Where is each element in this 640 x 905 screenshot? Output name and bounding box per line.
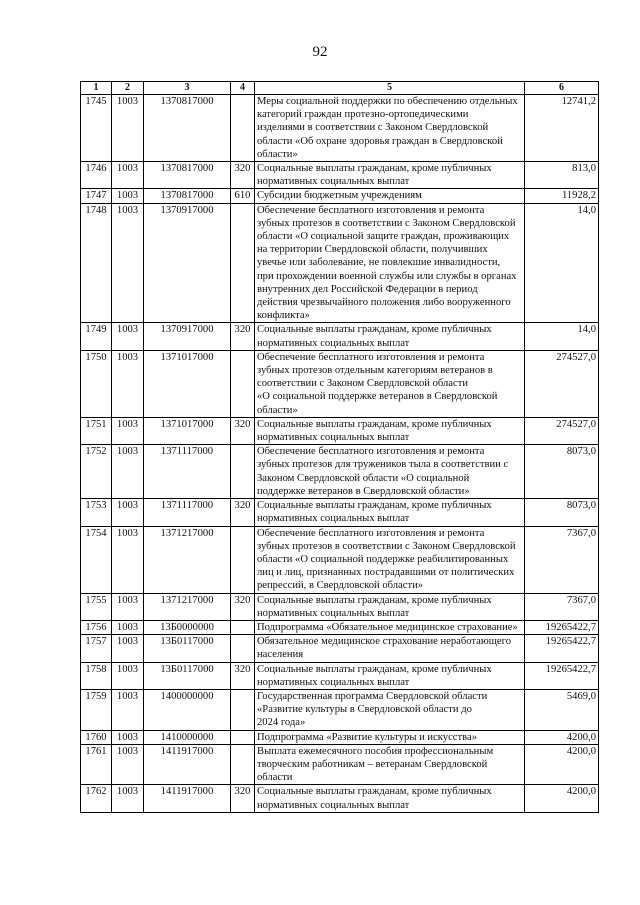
- row-description: Обеспечение бесплатного изготовления и ремонта зубных протезов в соответствии с Законом Свердловской области «О социальной защите граждан, проживающих на территории Свердловской области, получивших увечье или заболевание, не повлекшие инвалидности, при прохождении военной службы или службы в органах внутренних дел Российской Федерации в период действия чрезвычайного положения либо вооруженного конфликта»: [255, 203, 525, 323]
- row-description: Обеспечение бесплатного изготовления и ремонта зубных протезов в соответствии с Законом Свердловской области «О социальной поддержке реабилитированных лиц и лиц, признанных пострадавшими от политических репрессий, в Свердловской области»: [255, 526, 525, 593]
- row-description: Подпрограмма «Развитие культуры и искусства»: [255, 730, 525, 744]
- row-number: 1761: [81, 744, 112, 785]
- expense-type-code: 610: [231, 189, 255, 203]
- column-header: 1: [81, 82, 112, 95]
- row-description: Обязательное медицинское страхование неработающего населения: [255, 635, 525, 662]
- row-number: 1755: [81, 593, 112, 620]
- row-amount: 14,0: [525, 323, 599, 350]
- row-amount: 274527,0: [525, 350, 599, 417]
- budget-table: [80, 81, 599, 813]
- section-code: 1003: [112, 95, 144, 162]
- table-header-row: [81, 82, 599, 95]
- section-code: 1003: [112, 350, 144, 417]
- table-row: [81, 593, 599, 620]
- row-amount: 19265422,7: [525, 662, 599, 689]
- row-amount: 14,0: [525, 203, 599, 323]
- table-row: [81, 445, 599, 499]
- row-description: Социальные выплаты гражданам, кроме публичных нормативных социальных выплат: [255, 417, 525, 444]
- section-code: 1003: [112, 445, 144, 499]
- row-amount: 19265422,7: [525, 620, 599, 634]
- row-description: Социальные выплаты гражданам, кроме публичных нормативных социальных выплат: [255, 662, 525, 689]
- target-article-code: 1411917000: [144, 744, 231, 785]
- row-amount: 11928,2: [525, 189, 599, 203]
- row-amount: 8073,0: [525, 499, 599, 526]
- row-number: 1759: [81, 689, 112, 730]
- expense-type-code: [231, 620, 255, 634]
- table-row: [81, 162, 599, 189]
- target-article-code: 1371017000: [144, 350, 231, 417]
- row-number: 1750: [81, 350, 112, 417]
- row-number: 1748: [81, 203, 112, 323]
- expense-type-code: 320: [231, 162, 255, 189]
- table-body: [81, 95, 599, 813]
- expense-type-code: [231, 635, 255, 662]
- section-code: 1003: [112, 620, 144, 634]
- target-article-code: 1370917000: [144, 203, 231, 323]
- column-header: 3: [144, 82, 231, 95]
- row-description: Обеспечение бесплатного изготовления и ремонта зубных протезов для тружеников тыла в соответствии с Законом Свердловской области «О социальной поддержке ветеранов в Свердловской области»: [255, 445, 525, 499]
- row-number: 1746: [81, 162, 112, 189]
- page-number: 92: [312, 44, 328, 60]
- target-article-code: 1371017000: [144, 417, 231, 444]
- target-article-code: 1370817000: [144, 95, 231, 162]
- row-amount: 274527,0: [525, 417, 599, 444]
- section-code: 1003: [112, 417, 144, 444]
- row-description: Социальные выплаты гражданам, кроме публичных нормативных социальных выплат: [255, 593, 525, 620]
- target-article-code: 13Б0000000: [144, 620, 231, 634]
- table-row: [81, 203, 599, 323]
- row-description: Социальные выплаты гражданам, кроме публичных нормативных социальных выплат: [255, 323, 525, 350]
- row-number: 1745: [81, 95, 112, 162]
- table-row: [81, 635, 599, 662]
- row-number: 1758: [81, 662, 112, 689]
- table-row: [81, 689, 599, 730]
- column-header: 2: [112, 82, 144, 95]
- target-article-code: 1411917000: [144, 785, 231, 812]
- target-article-code: 1371117000: [144, 445, 231, 499]
- row-description: Государственная программа Свердловской области «Развитие культуры в Свердловской области до 2024 года»: [255, 689, 525, 730]
- section-code: 1003: [112, 162, 144, 189]
- expense-type-code: [231, 744, 255, 785]
- table-row: [81, 95, 599, 162]
- row-amount: 12741,2: [525, 95, 599, 162]
- target-article-code: 1410000000: [144, 730, 231, 744]
- expense-type-code: [231, 95, 255, 162]
- expense-type-code: [231, 445, 255, 499]
- table-row: [81, 417, 599, 444]
- row-amount: 19265422,7: [525, 635, 599, 662]
- section-code: 1003: [112, 662, 144, 689]
- row-amount: 5469,0: [525, 689, 599, 730]
- expense-type-code: [231, 689, 255, 730]
- expense-type-code: [231, 730, 255, 744]
- expense-type-code: [231, 350, 255, 417]
- expense-type-code: 320: [231, 785, 255, 812]
- row-number: 1757: [81, 635, 112, 662]
- section-code: 1003: [112, 744, 144, 785]
- target-article-code: 1371117000: [144, 499, 231, 526]
- section-code: 1003: [112, 689, 144, 730]
- target-article-code: 1371217000: [144, 593, 231, 620]
- row-amount: 4200,0: [525, 785, 599, 812]
- expense-type-code: 320: [231, 323, 255, 350]
- row-amount: 7367,0: [525, 526, 599, 593]
- row-amount: 813,0: [525, 162, 599, 189]
- table-row: [81, 662, 599, 689]
- expense-type-code: 320: [231, 593, 255, 620]
- expense-type-code: 320: [231, 499, 255, 526]
- row-amount: 7367,0: [525, 593, 599, 620]
- row-number: 1762: [81, 785, 112, 812]
- section-code: 1003: [112, 730, 144, 744]
- table-row: [81, 499, 599, 526]
- row-description: Выплата ежемесячного пособия профессиональным творческим работникам – ветеранам Свердловской области: [255, 744, 525, 785]
- row-number: 1749: [81, 323, 112, 350]
- table-row: [81, 526, 599, 593]
- row-amount: 8073,0: [525, 445, 599, 499]
- section-code: 1003: [112, 189, 144, 203]
- row-amount: 4200,0: [525, 730, 599, 744]
- target-article-code: 1371217000: [144, 526, 231, 593]
- section-code: 1003: [112, 203, 144, 323]
- row-description: Социальные выплаты гражданам, кроме публичных нормативных социальных выплат: [255, 785, 525, 812]
- row-number: 1753: [81, 499, 112, 526]
- row-number: 1760: [81, 730, 112, 744]
- target-article-code: 13Б0117000: [144, 662, 231, 689]
- row-number: 1752: [81, 445, 112, 499]
- row-description: Меры социальной поддержки по обеспечению отдельных категорий граждан протезно-ортопедическими изделиями в соответствии с Законом Свердловской области «Об охране здоровья граждан в Свердловской области»: [255, 95, 525, 162]
- row-amount: 4200,0: [525, 744, 599, 785]
- target-article-code: 1370817000: [144, 162, 231, 189]
- table-row: [81, 620, 599, 634]
- table-row: [81, 744, 599, 785]
- column-header: 4: [231, 82, 255, 95]
- section-code: 1003: [112, 323, 144, 350]
- expense-type-code: 320: [231, 417, 255, 444]
- section-code: 1003: [112, 526, 144, 593]
- row-number: 1751: [81, 417, 112, 444]
- row-number: 1756: [81, 620, 112, 634]
- row-description: Социальные выплаты гражданам, кроме публичных нормативных социальных выплат: [255, 499, 525, 526]
- target-article-code: 13Б0117000: [144, 635, 231, 662]
- row-description: Обеспечение бесплатного изготовления и ремонта зубных протезов отдельным категориям ветеранов в соответствии с Законом Свердловской области «О социальной поддержке ветеранов в Свердловской области»: [255, 350, 525, 417]
- table-row: [81, 189, 599, 203]
- column-header: 5: [255, 82, 525, 95]
- row-description: Субсидии бюджетным учреждениям: [255, 189, 525, 203]
- table-row: [81, 785, 599, 812]
- target-article-code: 1400000000: [144, 689, 231, 730]
- table-row: [81, 730, 599, 744]
- section-code: 1003: [112, 499, 144, 526]
- expense-type-code: [231, 526, 255, 593]
- target-article-code: 1370917000: [144, 323, 231, 350]
- target-article-code: 1370817000: [144, 189, 231, 203]
- row-number: 1747: [81, 189, 112, 203]
- section-code: 1003: [112, 785, 144, 812]
- row-number: 1754: [81, 526, 112, 593]
- table-row: [81, 323, 599, 350]
- expense-type-code: 320: [231, 662, 255, 689]
- table-row: [81, 350, 599, 417]
- row-description: Социальные выплаты гражданам, кроме публичных нормативных социальных выплат: [255, 162, 525, 189]
- section-code: 1003: [112, 593, 144, 620]
- column-header: 6: [525, 82, 599, 95]
- row-description: Подпрограмма «Обязательное медицинское страхование»: [255, 620, 525, 634]
- expense-type-code: [231, 203, 255, 323]
- section-code: 1003: [112, 635, 144, 662]
